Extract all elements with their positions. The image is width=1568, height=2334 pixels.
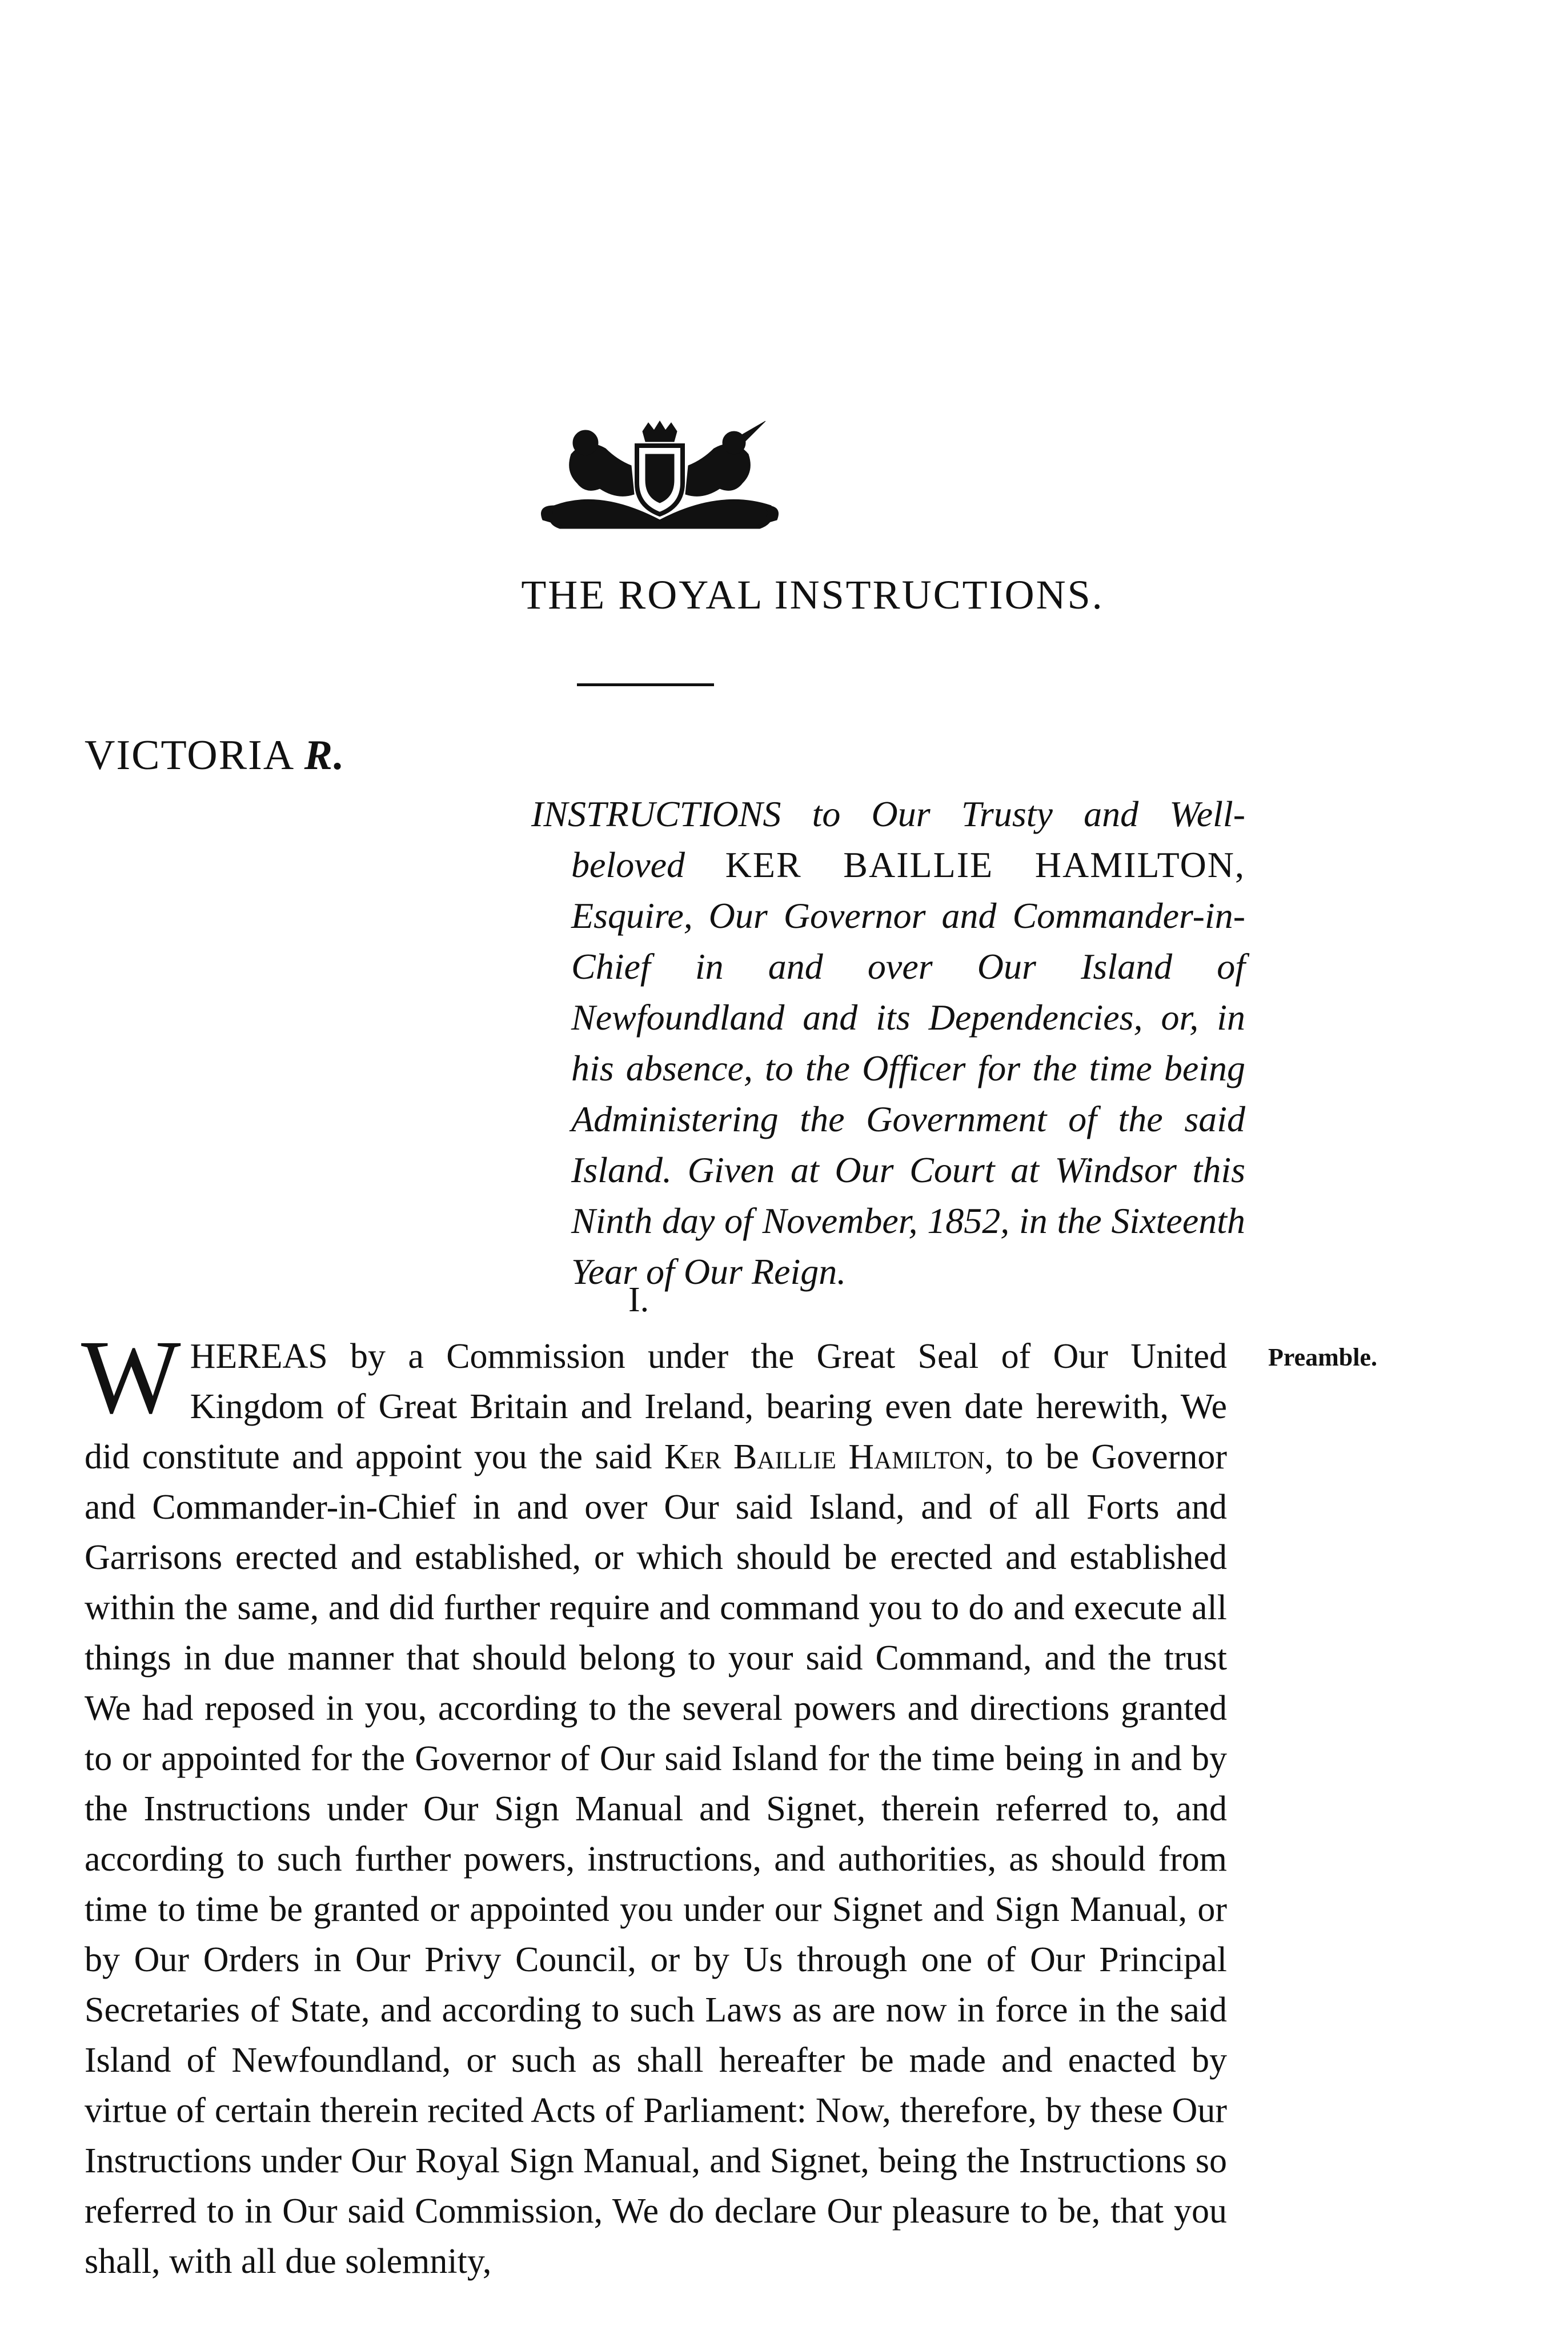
royal-coat-of-arms-icon — [531, 420, 788, 531]
body-text-part1: HEREAS by a Commission under the Great Seal of Our United Kingdom of Great Britain and Ireland, bearing even date herewith, We did constitute and appoint you the said — [85, 1337, 1227, 1476]
instructions-address — [531, 788, 1245, 1297]
body-text-part2: to be Governor and Commander-in-Chief in and over Our said Island, and of all Forts and Garrisons erected and established, or which should be erected and established within the same, and did further require and command you to do and execute all things in due manner that should belong to your said Command, and the trust We had reposed in you, according to the several powers and directions granted to or appointed for the Governor of Our said Island for the time being in and by the Instructions under Our Sign Manual and Signet, therein referred to, and according to such further powers, instructions, and authorities, as should from time to time be granted or appointed you under our Signet and Sign Manual, or by Our Orders in Our Privy Council, or by Us through one of Our Principal Secretaries of State, and according to such Laws as are now in force in the said Island of Newfoundland, or such as shall hereafter be made and enacted by virtue of certain therein recited Acts of Parliament: Now, therefore, by these Our Instructions under Our Royal Sign Manual, and Signet, being the Instructions so referred to in Our said Commission, We do declare Our pleasure to be, that you shall, with all due solemnity, — [85, 1438, 1227, 2281]
title-rule — [577, 683, 714, 686]
page-title: THE ROYAL INSTRUCTIONS. — [521, 572, 1104, 618]
section-numeral: I. — [628, 1280, 649, 1319]
sovereign-mark: R. — [304, 732, 346, 779]
sovereign-name: VICTORIA — [85, 732, 293, 779]
body-governor-name: Ker Baillie Hamilton, — [664, 1438, 994, 1476]
sovereign-heading — [85, 731, 345, 780]
margin-note: Preamble. — [1268, 1343, 1378, 1371]
body-paragraph — [81, 1319, 1227, 2287]
instructions-intro: INSTRUCTIONS to Our Trusty and Well-beloved — [531, 794, 1245, 885]
governor-name: KER BAILLIE HAMILTON, — [725, 844, 1246, 885]
instructions-paragraph — [531, 788, 1245, 1297]
drop-cap: W — [81, 1319, 181, 1436]
instructions-rest: Esquire, Our Governor and Commander-in-Chief in and over Our Island of Newfoundland and its Dependencies, or, in his absence, to the Officer for the time being Administering the Government of the said Island. Given at Our Court at Windsor this Ninth day of November, 1852, in the Sixteenth Year of Our Reign. — [571, 895, 1245, 1292]
